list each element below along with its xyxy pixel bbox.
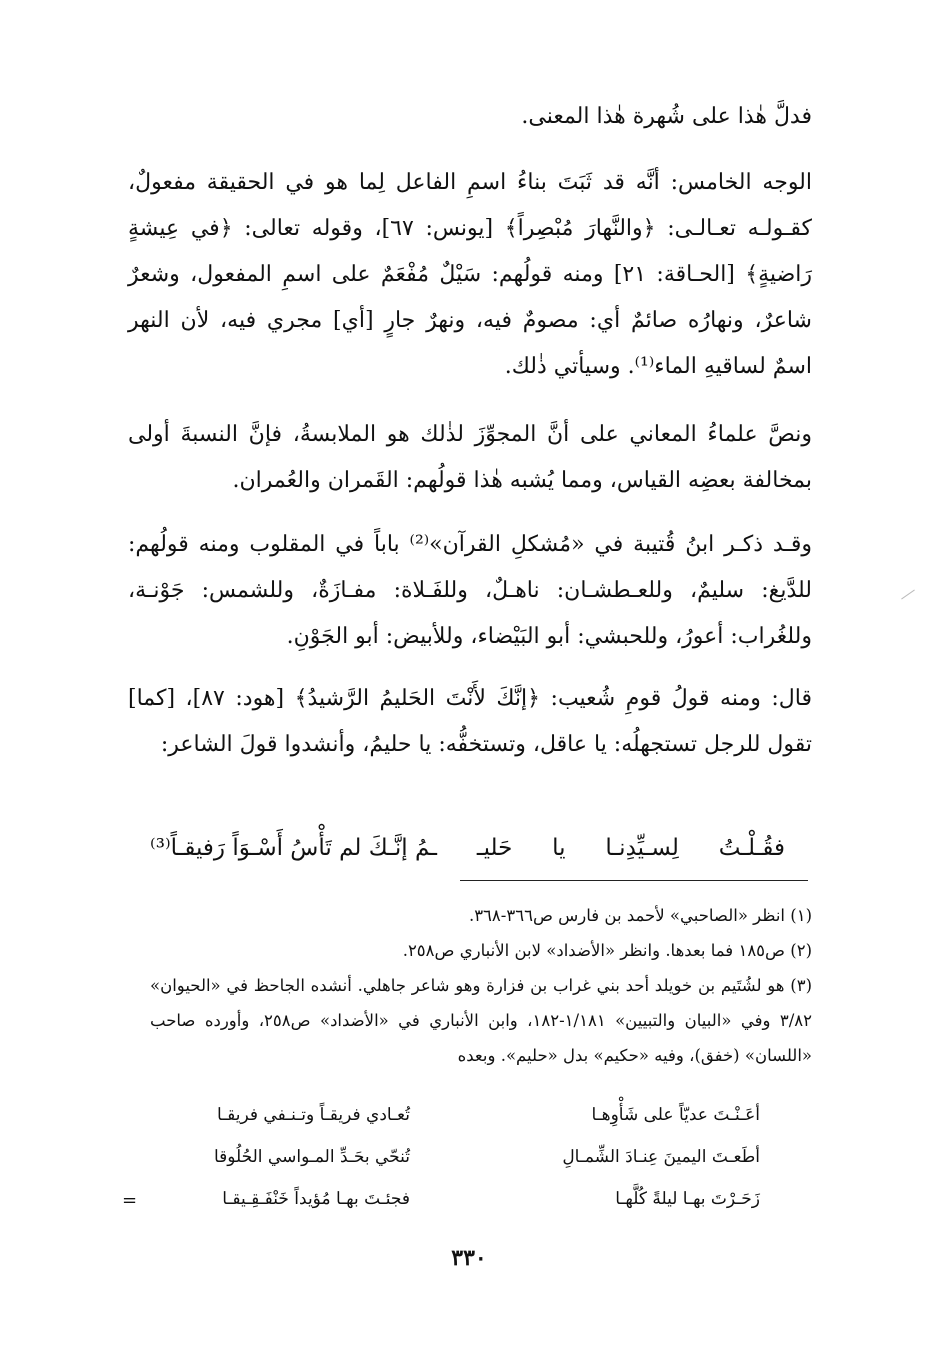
poem-first-hemistich: زَحَـرْتَ بهـا ليلةً كُلَّهـا xyxy=(615,1189,760,1209)
verse-part: فقُـلْـتُ xyxy=(718,835,785,861)
footnote-poem xyxy=(120,1094,760,1220)
paragraph-text: قال: ومنه قولُ قومِ شُعيب: ﴿إنَّكَ لأَنْتَ الحَليمُ الرَّشيدُ﴾ [هود: ٨٧]، [كما] تقول للرجل تستجهلُه: يا عاقل، وتستخفُّه: يا حليمُ، وأنشدوا قولَ الشاعر: xyxy=(128,686,812,757)
poem-first-hemistich: أطَعـتَ اليمينَ عِنـادَ الشِّمـالِ xyxy=(562,1147,760,1167)
paragraph-5 xyxy=(128,676,812,768)
poem-line xyxy=(120,1094,760,1136)
paragraph-4 xyxy=(128,522,812,660)
margin-mark xyxy=(901,590,915,600)
poem-first-hemistich: أعَـنْـتَ عديّاً على شَأْوِهـا xyxy=(591,1105,760,1125)
poem-line xyxy=(120,1178,760,1220)
verse-part: لِسـيِّدِنـا xyxy=(605,835,679,861)
footnotes xyxy=(150,898,812,1073)
verse-part: حَليـ xyxy=(476,835,513,861)
paragraph-1 xyxy=(128,94,812,140)
paragraph-text: الوجه الخامس: أنَّه قد ثَبَتَ بناءُ اسمِ الفاعل لِما هو في الحقيقة مفعولٌ، كقـولـه تعـالـى: ﴿والنَّهارَ مُبْصِراً﴾ [يونس: ٦٧]، وقوله تعالى: ﴿في عِيشةٍ رَاضيةٍ﴾ [الحـاقة: ٢١] ومنه قولُهم: سَيْلٌ مُفْعَمٌ على اسمِ المفعول، وشعرٌ شاعرٌ، ونهارُه صائمٌ أي: مصومٌ فيه، ونهرٌ جارٍ [أي] مجري فيه، لأن النهر اسمٌ لساقيهِ الماء⁽¹⁾. وسيأتي ذٰلك. xyxy=(128,170,813,379)
poem-second-hemistich: فجئـتَ بهـا مُؤيداً خَنْفَـقِـيقـا xyxy=(222,1189,410,1209)
page-number: ٣٣٠ xyxy=(451,1245,487,1271)
paragraph-2 xyxy=(128,160,812,390)
footnote-2: (٢) ص١٨٥ فما بعدها. وانظر «الأضداد» لابن الأنباري ص٢٥٨. xyxy=(402,941,812,960)
poem-line xyxy=(120,1136,760,1178)
poem-second-hemistich: تُنحّي بحَـدِّ المـواسي الحُلُوقا xyxy=(213,1147,410,1167)
verse-part: يا xyxy=(552,835,566,861)
paragraph-3 xyxy=(128,412,812,504)
paragraph-text: ونصَّ علماءُ المعاني على أنَّ المجوِّزَ لذٰلك هو الملابسةُ، فإنَّ النسبةَ أولى بمخالفة بعضِه القياس، ومما يُشبه هٰذا قولُهم: القَمران والعُمران. xyxy=(128,422,812,493)
footnote-3: (٣) هو لشُتَيم بن خويلد أحد بني غراب بن فزارة وهو شاعر جاهلي. أنشده الجاحظ في «الحيوان» ٣/٨٢ وفي «البيان والتبيين» ١/١٨١-١٨٢، وابن الأنباري في «الأضداد» ص٢٥٨، وأورده صاحب «اللسان» (خفق)، وفيه «حكيم» بدل «حليم». وبعده xyxy=(150,976,812,1065)
verse-part: ـمُ إنَّـكَ لم تَأْسُ أَسْـوَاً رَفيقـاً⁽³⁾ xyxy=(150,835,437,861)
poetry-verse xyxy=(150,828,785,868)
poem-second-hemistich: تُعـادي فريقـاً وتـنـفي فريقـا xyxy=(217,1105,410,1125)
continuation-mark: = xyxy=(122,1190,138,1211)
footnote-1: (١) انظر «الصاحبي» لأحمد بن فارس ص٣٦٦-٣٦٨. xyxy=(468,906,812,925)
footnote-separator xyxy=(460,880,808,881)
paragraph-text: فدلَّ هٰذا على شُهرة هٰذا المعنى. xyxy=(521,104,812,129)
paragraph-text: وقـد ذكـر ابنُ قُتيبة في «مُشكلِ القرآن»⁽²⁾ باباً في المقلوب ومنه قولُهم: للدَّيغ: سليمٌ، وللعـطشـان: ناهـلٌ، وللفَـلاة: مفـازَةٌ، وللشمس: جَوْنـة، وللغُراب: أعورُ، وللحبشي: أبو البَيْضاء، وللأبيض: أبو الجَوْنِ. xyxy=(128,532,812,649)
